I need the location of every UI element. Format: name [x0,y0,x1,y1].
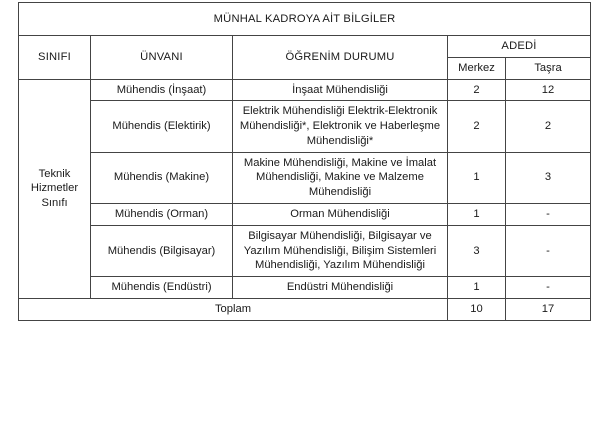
cell-merkez: 2 [448,101,506,152]
cell-ogrenim: Orman Mühendisliği [233,204,448,226]
column-header-unvani: ÜNVANI [91,36,233,80]
column-header-tasra: Taşra [506,57,591,79]
class-group-label: Teknik Hizmetler Sınıfı [19,79,91,298]
header-row-primary [19,36,591,58]
cell-merkez: 2 [448,79,506,101]
cell-unvani: Mühendis (Elektirik) [91,101,233,152]
cell-tasra: 2 [506,101,591,152]
table-row [19,225,591,276]
cell-unvani: Mühendis (Makine) [91,152,233,203]
table-row [19,277,591,299]
cell-unvani: Mühendis (İnşaat) [91,79,233,101]
total-merkez: 10 [448,298,506,320]
cell-tasra: - [506,277,591,299]
table-row [19,204,591,226]
cell-ogrenim: Elektrik Mühendisliği Elektrik-Elektronik Mühendisliği*, Elektronik ve Haberleşme Mühendisliği* [233,101,448,152]
column-header-adedi: ADEDİ [448,36,591,58]
table-body [19,79,591,320]
table-row [19,152,591,203]
cell-ogrenim: Makine Mühendisliği, Makine ve İmalat Mühendisliği, Makine ve Malzeme Mühendisliği [233,152,448,203]
cell-merkez: 1 [448,204,506,226]
table-header [19,3,591,80]
cell-tasra: 3 [506,152,591,203]
cell-tasra: - [506,225,591,276]
total-label: Toplam [19,298,448,320]
total-tasra: 17 [506,298,591,320]
cell-merkez: 1 [448,277,506,299]
column-header-merkez: Merkez [448,57,506,79]
table-row [19,101,591,152]
column-header-ogrenim-durumu: ÖĞRENİM DURUMU [233,36,448,80]
vacant-positions-table [18,2,591,321]
cell-merkez: 3 [448,225,506,276]
column-header-sinifi: SINIFI [19,36,91,80]
cell-merkez: 1 [448,152,506,203]
table-row [19,79,591,101]
table-container [18,2,590,321]
cell-tasra: 12 [506,79,591,101]
cell-ogrenim: Bilgisayar Mühendisliği, Bilgisayar ve Yazılım Mühendisliği, Bilişim Sistemleri Mühendisliği, Yazılım Mühendisliği [233,225,448,276]
table-title: MÜNHAL KADROYA AİT BİLGİLER [19,3,591,36]
table-total-row [19,298,591,320]
cell-unvani: Mühendis (Endüstri) [91,277,233,299]
cell-unvani: Mühendis (Bilgisayar) [91,225,233,276]
table-title-row [19,3,591,36]
cell-ogrenim: Endüstri Mühendisliği [233,277,448,299]
cell-unvani: Mühendis (Orman) [91,204,233,226]
cell-ogrenim: İnşaat Mühendisliği [233,79,448,101]
cell-tasra: - [506,204,591,226]
